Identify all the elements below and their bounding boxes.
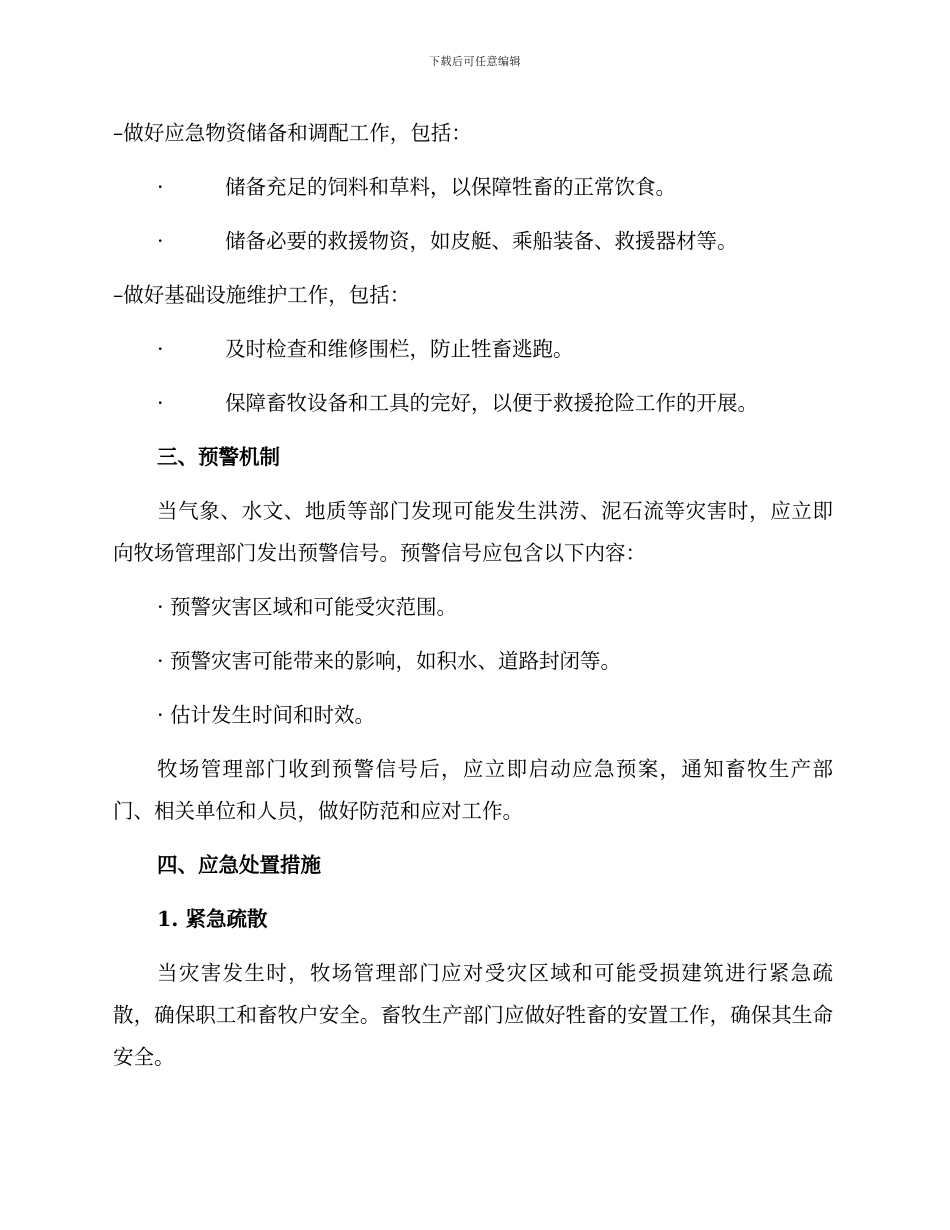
inline-bullet-item: · 预警灾害区域和可能受灾范围。 <box>157 595 458 619</box>
document-body <box>113 106 833 1084</box>
subsection-heading-evacuation: 1. 紧急疏散 <box>157 907 268 931</box>
section-heading-warning: 三、预警机制 <box>157 445 280 469</box>
bullet-text: 保障畜牧设备和工具的完好，以便于救援抢险工作的开展。 <box>225 391 758 415</box>
dash-item-infrastructure: –做好基础设施维护工作，包括： <box>113 283 411 307</box>
bullet-item <box>113 376 833 430</box>
bullet-text: 储备必要的救援物资，如皮艇、乘船装备、救援器材等。 <box>225 229 738 253</box>
inline-bullet-item: · 估计发生时间和时效。 <box>157 703 376 727</box>
bullet-text: 储备充足的饲料和草料，以保障牲畜的正常饮食。 <box>225 175 676 199</box>
bullet-mark: · <box>157 337 164 361</box>
bullet-mark: · <box>157 175 164 199</box>
inline-bullet-item: · 预警灾害可能带来的影响，如积水、道路封闭等。 <box>157 649 622 673</box>
bullet-item <box>113 160 833 214</box>
section-heading-emergency: 四、应急处置措施 <box>157 853 321 877</box>
paragraph-warning: 当气象、水文、地质等部门发现可能发生洪涝、泥石流等灾害时，应立即向牧场管理部门发出预警信号。预警信号应包含以下内容： <box>113 499 833 565</box>
bullet-mark: · <box>157 391 164 415</box>
page-header: 下载后可任意编辑 <box>429 55 521 68</box>
bullet-item <box>113 322 833 376</box>
bullet-item <box>113 214 833 268</box>
bullet-text: 及时检查和维修围栏，防止牲畜逃跑。 <box>225 337 574 361</box>
dash-item-supplies: –做好应急物资储备和调配工作，包括： <box>113 121 472 145</box>
paragraph-response: 牧场管理部门收到预警信号后，应立即启动应急预案，通知畜牧生产部门、相关单位和人员，做好防范和应对工作。 <box>113 757 833 823</box>
bullet-mark: · <box>157 229 164 253</box>
paragraph-evacuation: 当灾害发生时，牧场管理部门应对受灾区域和可能受损建筑进行紧急疏散，确保职工和畜牧户安全。畜牧生产部门应做好牲畜的安置工作，确保其生命安全。 <box>113 961 833 1069</box>
